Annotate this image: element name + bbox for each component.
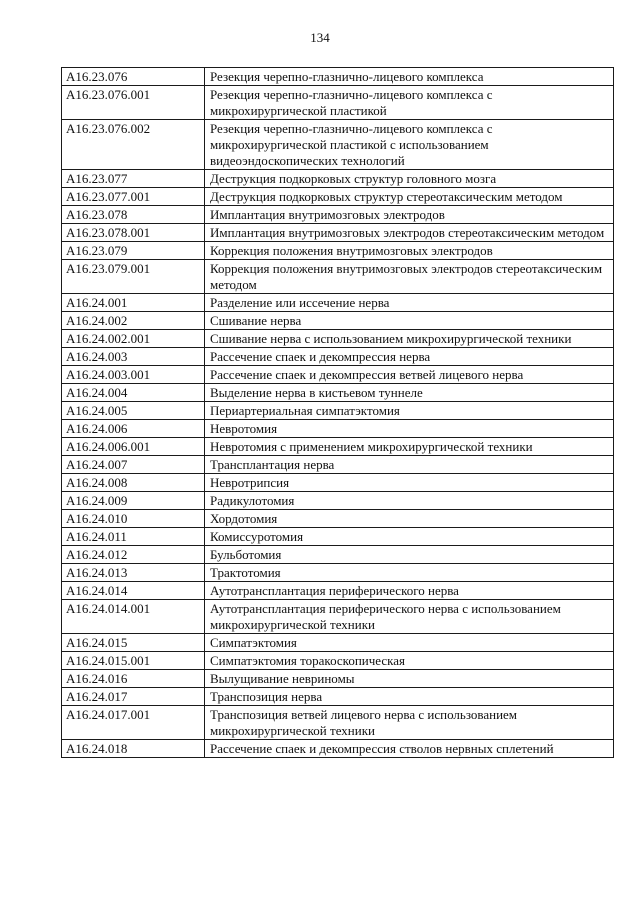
procedure-code: A16.24.007 (62, 456, 205, 474)
procedure-code: A16.24.003.001 (62, 366, 205, 384)
procedure-name: Деструкция подкорковых структур головного мозга (205, 170, 614, 188)
procedure-name: Сшивание нерва (205, 312, 614, 330)
procedure-code: A16.24.002.001 (62, 330, 205, 348)
table-row (62, 456, 614, 474)
table-row (62, 438, 614, 456)
procedure-code: A16.24.015.001 (62, 652, 205, 670)
procedure-code: A16.23.077.001 (62, 188, 205, 206)
procedure-code: A16.23.076.002 (62, 120, 205, 170)
table-row (62, 706, 614, 740)
table-row (62, 86, 614, 120)
table-row (62, 634, 614, 652)
table-row (62, 224, 614, 242)
procedure-codes-table (61, 67, 614, 758)
procedure-code: A16.23.079 (62, 242, 205, 260)
procedure-name: Рассечение спаек и декомпрессия ветвей лицевого нерва (205, 366, 614, 384)
procedure-code: A16.24.003 (62, 348, 205, 366)
procedure-name: Имплантация внутримозговых электродов стереотаксическим методом (205, 224, 614, 242)
table-row (62, 206, 614, 224)
table-row (62, 600, 614, 634)
procedure-code: A16.23.078 (62, 206, 205, 224)
procedure-name: Бульботомия (205, 546, 614, 564)
table-row (62, 120, 614, 170)
procedure-code: A16.24.018 (62, 740, 205, 758)
table-row (62, 582, 614, 600)
procedure-code: A16.24.014 (62, 582, 205, 600)
table-row (62, 564, 614, 582)
procedure-name: Радикулотомия (205, 492, 614, 510)
table-row (62, 546, 614, 564)
procedure-name: Хордотомия (205, 510, 614, 528)
procedure-code: A16.23.076 (62, 68, 205, 86)
table-row (62, 384, 614, 402)
table-row (62, 420, 614, 438)
procedure-code: A16.24.005 (62, 402, 205, 420)
table-row (62, 670, 614, 688)
procedure-name: Имплантация внутримозговых электродов (205, 206, 614, 224)
table-row (62, 260, 614, 294)
table-row (62, 652, 614, 670)
procedure-code: A16.24.006.001 (62, 438, 205, 456)
procedure-name: Коррекция положения внутримозговых электродов стереотаксическим методом (205, 260, 614, 294)
table-row (62, 68, 614, 86)
table-row (62, 242, 614, 260)
table-row (62, 402, 614, 420)
table-row (62, 294, 614, 312)
procedure-name: Сшивание нерва с использованием микрохирургической техники (205, 330, 614, 348)
procedure-name: Разделение или иссечение нерва (205, 294, 614, 312)
procedure-name: Невротомия с применением микрохирургической техники (205, 438, 614, 456)
table-row (62, 492, 614, 510)
procedure-code: A16.24.001 (62, 294, 205, 312)
table-row (62, 510, 614, 528)
procedure-name: Симпатэктомия торакоскопическая (205, 652, 614, 670)
table-row (62, 474, 614, 492)
procedure-code: A16.24.002 (62, 312, 205, 330)
procedure-name: Коррекция положения внутримозговых электродов (205, 242, 614, 260)
procedure-name: Рассечение спаек и декомпрессия нерва (205, 348, 614, 366)
table-row (62, 312, 614, 330)
procedure-code: A16.23.077 (62, 170, 205, 188)
table-row (62, 348, 614, 366)
procedure-code: A16.24.013 (62, 564, 205, 582)
table-body (62, 68, 614, 758)
procedure-name: Периартериальная симпатэктомия (205, 402, 614, 420)
procedure-code: A16.24.010 (62, 510, 205, 528)
procedure-name: Аутотрансплантация периферического нерва (205, 582, 614, 600)
table-row (62, 188, 614, 206)
table-row (62, 528, 614, 546)
table-row (62, 740, 614, 758)
table-row (62, 330, 614, 348)
procedure-name: Симпатэктомия (205, 634, 614, 652)
procedure-code: A16.23.079.001 (62, 260, 205, 294)
procedure-name: Резекция черепно-глазнично-лицевого комплекса с микрохирургической пластикой (205, 86, 614, 120)
procedure-code: A16.23.076.001 (62, 86, 205, 120)
procedure-name: Резекция черепно-глазнично-лицевого комплекса с микрохирургической пластикой с использованием видеоэндоскопических технологий (205, 120, 614, 170)
procedure-name: Аутотрансплантация периферического нерва с использованием микрохирургической техники (205, 600, 614, 634)
procedure-name: Вылущивание невриномы (205, 670, 614, 688)
table-row (62, 688, 614, 706)
procedure-name: Трактотомия (205, 564, 614, 582)
table-row (62, 170, 614, 188)
procedure-name: Комиссуротомия (205, 528, 614, 546)
procedure-code: A16.24.017.001 (62, 706, 205, 740)
procedure-code: A16.23.078.001 (62, 224, 205, 242)
procedure-code: A16.24.008 (62, 474, 205, 492)
procedure-name: Резекция черепно-глазнично-лицевого комплекса (205, 68, 614, 86)
procedure-name: Транспозиция нерва (205, 688, 614, 706)
procedure-name: Выделение нерва в кистьевом туннеле (205, 384, 614, 402)
procedure-name: Рассечение спаек и декомпрессия стволов нервных сплетений (205, 740, 614, 758)
procedure-code: A16.24.014.001 (62, 600, 205, 634)
procedure-code: A16.24.015 (62, 634, 205, 652)
procedure-name: Транспозиция ветвей лицевого нерва с использованием микрохирургической техники (205, 706, 614, 740)
procedure-name: Невротомия (205, 420, 614, 438)
procedure-code: A16.24.012 (62, 546, 205, 564)
procedure-code: A16.24.017 (62, 688, 205, 706)
procedure-code: A16.24.016 (62, 670, 205, 688)
procedure-name: Невротрипсия (205, 474, 614, 492)
table-row (62, 366, 614, 384)
page-number: 134 (310, 30, 330, 45)
procedure-code: A16.24.009 (62, 492, 205, 510)
procedure-name: Трансплантация нерва (205, 456, 614, 474)
procedure-code: A16.24.004 (62, 384, 205, 402)
procedure-code: A16.24.006 (62, 420, 205, 438)
procedure-code: A16.24.011 (62, 528, 205, 546)
procedure-name: Деструкция подкорковых структур стереотаксическим методом (205, 188, 614, 206)
